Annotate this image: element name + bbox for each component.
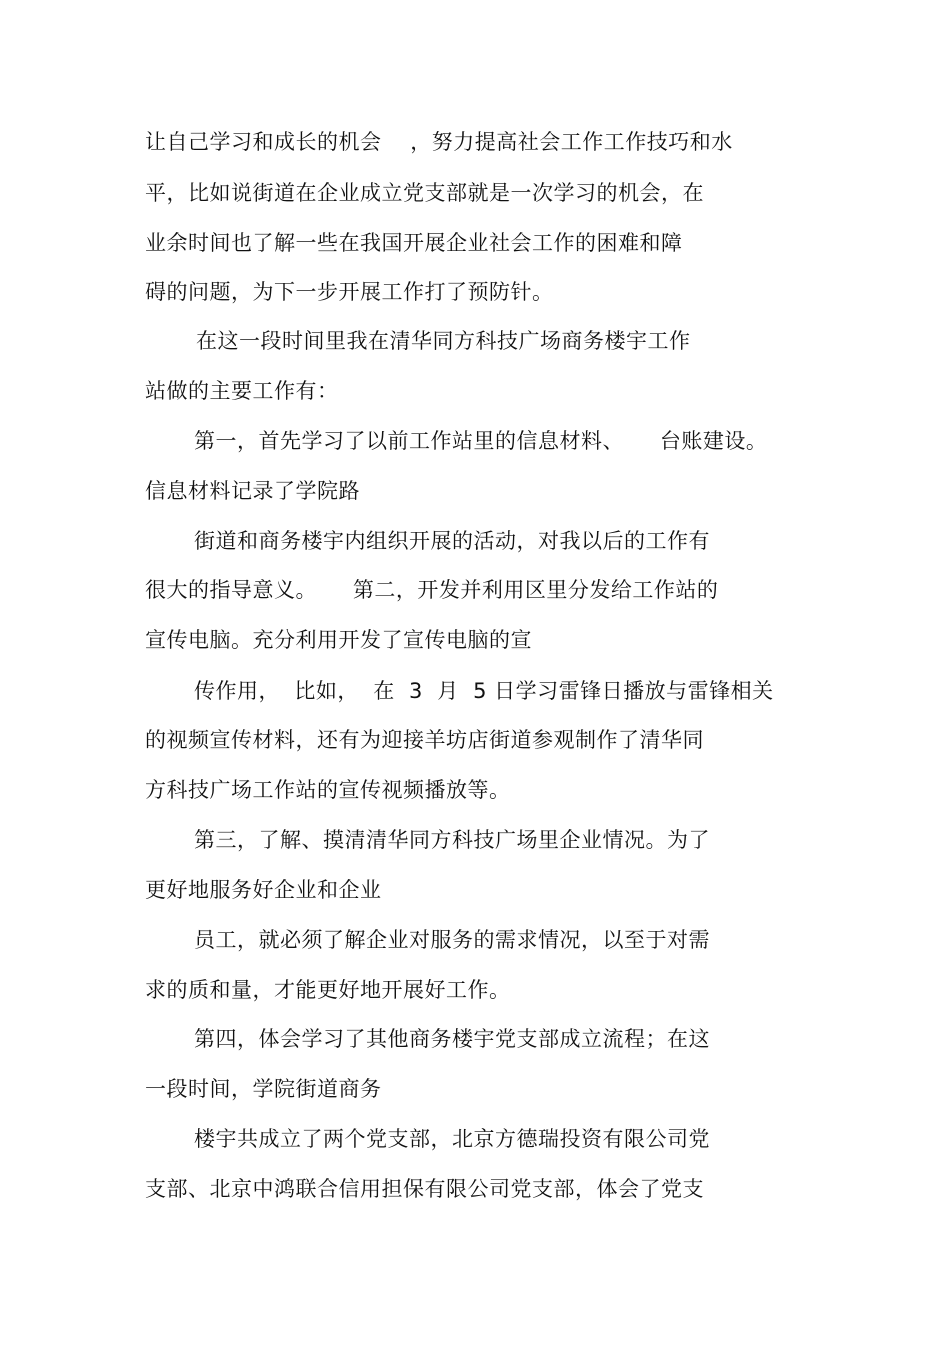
text-line: 第四，体会学习了其他商务楼宇党支部成立流程；在这 xyxy=(194,1027,710,1051)
text-line: 在这一段时间里我在清华同方科技广场商务楼宇工作 xyxy=(196,329,691,353)
text-line: 第三，了解、摸清清华同方科技广场里企业情况。为了 xyxy=(194,828,710,852)
text-line: 求的质和量，才能更好地开展好工作。 xyxy=(145,978,511,1002)
text-line: 支部、北京中鸿联合信用担保有限公司党支部，体会了党支 xyxy=(145,1177,704,1201)
text-line: 员工，就必须了解企业对服务的需求情况，以至于对需 xyxy=(194,928,710,952)
text-line: 楼宇共成立了两个党支部，北京方德瑞投资有限公司党 xyxy=(194,1127,710,1151)
text-line: 一段时间，学院街道商务 xyxy=(145,1077,382,1101)
text-line: 更好地服务好企业和企业 xyxy=(145,878,382,902)
text-line: 站做的主要工作有： xyxy=(145,379,339,403)
text-line: 很大的指导意义。 第二，开发并利用区里分发给工作站的 xyxy=(145,578,719,602)
text-line: 街道和商务楼宇内组织开展的活动，对我以后的工作有 xyxy=(194,529,710,553)
text-line: 让自己学习和成长的机会 ，努力提高社会工作工作技巧和水 xyxy=(145,130,733,154)
text-line: 信息材料记录了学院路 xyxy=(145,479,360,503)
text-line: 碍的问题，为下一步开展工作打了预防针。 xyxy=(145,280,554,304)
text-line: 的视频宣传材料，还有为迎接羊坊店街道参观制作了清华同 xyxy=(145,728,704,752)
text-line: 第一，首先学习了以前工作站里的信息材料、 台账建设。 xyxy=(194,429,768,453)
text-line: 业余时间也了解一些在我国开展企业社会工作的困难和障 xyxy=(145,231,683,255)
text-line: 平，比如说街道在企业成立党支部就是一次学习的机会，在 xyxy=(145,181,704,205)
text-line: 方科技广场工作站的宣传视频播放等。 xyxy=(145,778,511,802)
text-line: 传作用， 比如， 在 3 月 5 日学习雷锋日播放与雷锋相关 xyxy=(194,679,774,703)
text-line: 宣传电脑。充分利用开发了宣传电脑的宣 xyxy=(145,628,532,652)
